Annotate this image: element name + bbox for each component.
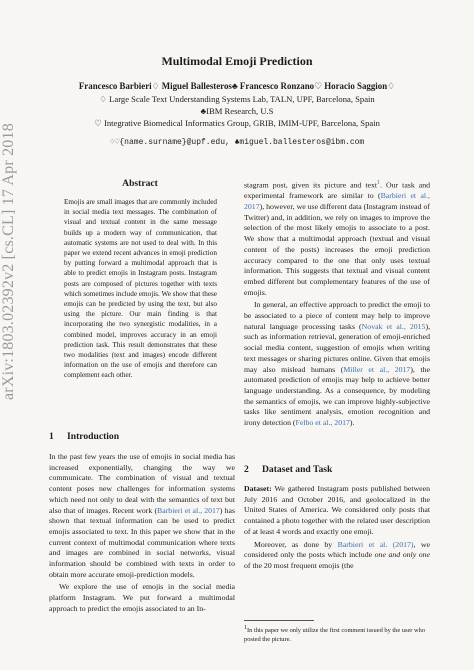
citation-link[interactable]: Miller et al., 2017 xyxy=(343,364,411,374)
section-heading-dataset xyxy=(244,464,332,475)
introduction-text xyxy=(49,452,235,615)
abstract-body: Emojis are small images that are commonly included in social media text messages. The combination of visual and textual content in the same message builds up a modern way of communication, that automatic systems are not used to deal with. In this paper we extend recent advances in emoji prediction by putting forward a multimodal approach that is able to predict emojis in Instagram posts. Instagram posts are composed of pictures together with texts which sometimes include emojis. We show that these emojis can be predicted by using the text, but also using the picture. Our main finding is that incorporating the two synergistic modalities, in a combined model, improves accuracy in an emoji prediction task. This result demonstrates that these two modalities (text and images) encode different information on the use of emojis and therefore can complement each other. xyxy=(64,198,217,380)
text-run: We gathered Instagram posts published between July 2016 and October 2016, and geolocalized in the United States of America. We considered only posts that contained a photo together with the related user description of at least 4 words and exactly one emoji. xyxy=(244,484,430,536)
emphasis: one and only one xyxy=(374,550,430,560)
paragraph xyxy=(49,452,235,580)
citation-link[interactable]: Felbo et al., 2017 xyxy=(295,418,350,428)
paragraph xyxy=(244,484,430,538)
abstract-heading: Abstract xyxy=(122,178,158,189)
paper-title: Multimodal Emoji Prediction xyxy=(161,54,313,68)
text-run: . Our task and experimental framework are similar to ( xyxy=(244,180,430,201)
text-run: ), such as information retrieval, generation of emoji-enriched social media content, suggestion of emojis when writing text messages or sharing pictures online. Given that emojis may also mislead humans ( xyxy=(244,321,431,374)
citation-link[interactable]: Novak et al., 2015 xyxy=(361,321,426,331)
paragraph-label: Dataset: xyxy=(244,484,272,493)
dataset-text xyxy=(244,484,430,572)
section-title: Introduction xyxy=(67,431,120,442)
text-run: In the past few years the use of emojis in social media has increased exponentially, changing the way we communicate. The combination of visual and textual content poses new challenges for information systems which need not only to deal with the semantics of text but also that of images. Recent work ( xyxy=(49,452,235,515)
footnote xyxy=(244,624,430,644)
author-emails: ♢♡{name.surname}@upf.edu, ♣miguel.ballesteros@ibm.com xyxy=(109,138,365,147)
footnote-divider xyxy=(244,620,314,621)
author-list: Francesco Barbieri♢ Miguel Ballesteros♣ Francesco Ronzano♡ Horacio Saggion♢ xyxy=(78,81,396,91)
text-run: of the 20 most frequent emojis (the xyxy=(244,560,354,570)
text-run: In general, an effective approach to predict the emoji to be associated to a piece of content may help to improve natural language processing tasks ( xyxy=(244,300,430,331)
section-heading-introduction xyxy=(49,431,119,442)
footnote-number: 1 xyxy=(244,625,247,631)
citation-link[interactable]: Barbieri et al. (2017) xyxy=(337,539,414,549)
section-title: Dataset and Task xyxy=(262,464,333,475)
paragraph: We explore the use of emojis in the social media platform Instagram. We put forward a multimodal approach to predict the emojis associated to an In- xyxy=(49,582,235,613)
affiliation-imim: ♡ Integrative Biomedical Informatics Group, GRIB, IMIM-UPF, Barcelona, Spain xyxy=(94,118,380,128)
arxiv-identifier: arXiv:1803.02392v2 [cs.CL] 17 Apr 2018 xyxy=(0,123,17,400)
text-run: ), however, we use different data (Instagram instead of Twitter) and, in addition, we rely on images to improve the selection of the most likely emojis to associate to a post. We show that a multimodal approach (textual and visual content of the posts) increases the emoji prediction accuracy compared to the one that only uses textual information. This suggests that textual and visual content embed different but complementary features of the use of emojis. xyxy=(244,202,430,297)
affiliation-ibm: ♣IBM Research, U.S xyxy=(200,106,274,116)
paragraph xyxy=(244,540,430,572)
footnote-marker[interactable]: 1 xyxy=(377,180,381,186)
text-run: ) has shown that textual information can be used to predict emojis associated to text. In this paper we show that in the current context of multimodal communication where texts and images are combined in social networks, visual information should be combined with texts in order to obtain more accurate emoji-prediction models. xyxy=(49,505,235,579)
text-run: ). xyxy=(349,418,355,428)
text-run: stagram post, given its picture and text xyxy=(244,180,378,190)
paragraph xyxy=(244,178,430,298)
section-number: 2 xyxy=(244,464,249,475)
footnote-text: In this paper we only utilize the first comment issued by the user who posted the picture. xyxy=(244,627,426,643)
section-number: 1 xyxy=(49,431,54,442)
text-run: , we considered only the posts which include xyxy=(244,539,431,560)
right-column-intro-text xyxy=(244,178,430,429)
citation-link[interactable]: Barbieri et al., 2017 xyxy=(244,191,430,211)
citation-link[interactable]: Barbieri et al., 2017 xyxy=(157,505,220,515)
text-run: ), the automated prediction of emojis may help to achieve better language understanding. As a consequence, by modeling the semantics of emojis, we can improve highly-subjective tasks like sentiment analysis, emotion recognition and irony detection ( xyxy=(244,364,430,428)
paragraph xyxy=(244,300,430,428)
affiliation-upf: ♢ Large Scale Text Understanding Systems Lab, TALN, UPF, Barcelona, Spain xyxy=(99,94,375,104)
text-run: Moreover, as done by xyxy=(254,539,338,549)
